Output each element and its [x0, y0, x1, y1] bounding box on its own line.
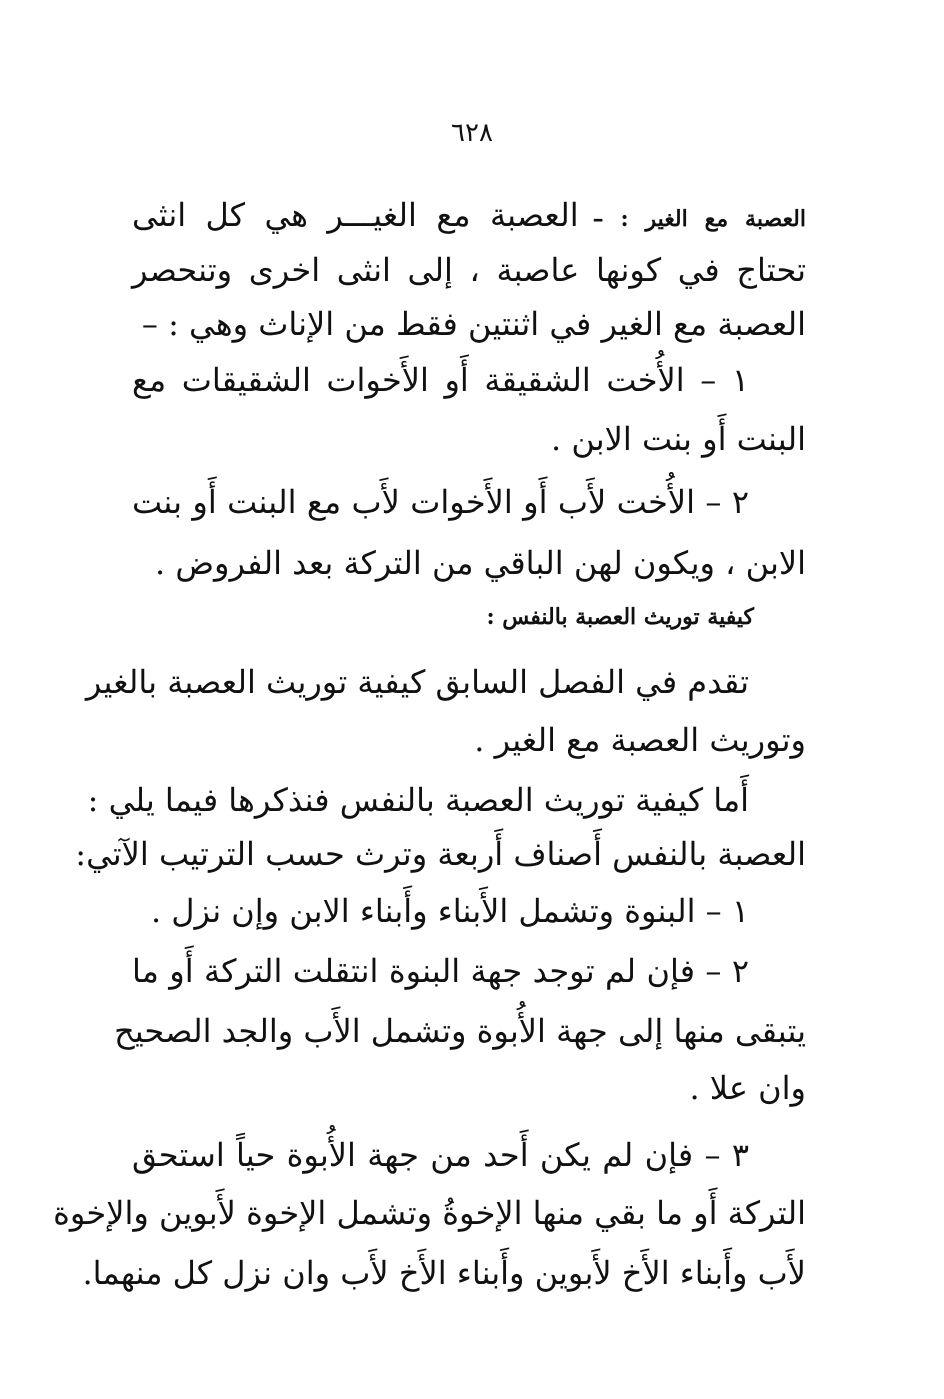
section2-list3-line2: التركة أَو ما بقي منها الإخوةُ وتشمل الإخوة لأَبوين والإخوة	[53, 1194, 806, 1232]
section1-item1-line1: ١ – الأُخت الشقيقة أَو الأَخوات الشقيقات مع	[132, 361, 749, 399]
section1-item2-line1: ٢ – الأُخت لأَب أَو الأَخوات لأَب مع البنت أَو بنت	[132, 483, 750, 521]
section2-p1-line1: تقدم في الفصل السابق كيفية توريث العصبة بالغير	[85, 663, 749, 701]
section1-item2-line2: الابن ، ويكون لهن الباقي من التركة بعد الفروض .	[155, 544, 806, 582]
section2-list3-line3: لأَب وأَبناء الأَخ لأَبوين وأَبناء الأَخ لأَب وان نزل كل منهما.	[82, 1254, 806, 1292]
section2-p2-line2: العصبة بالنفس أَصناف أَربعة وترث حسب الترتيب الآتي:	[75, 835, 806, 873]
section2-list3-line1: ٣ – فإن لم يكن أَحد من جهة الأُبوة حياً استحق	[132, 1136, 749, 1174]
page-number: ٦٢٨	[451, 118, 493, 148]
section2-list2-line3: وان علا .	[689, 1069, 806, 1107]
section1-line2: تحتاج في كونها عاصبة ، إلى انثى اخرى وتنحصر	[132, 251, 806, 289]
section1-heading: العصبة مع الغير : –	[592, 206, 806, 232]
section2-p1-line2: وتوريث العصبة مع الغير .	[474, 721, 806, 759]
section2-list2-line1: ٢ – فإن لم توجد جهة البنوة انتقلت التركة أَو ما	[132, 952, 750, 990]
section1-line1-text: العصبة مع الغيـــر هي كل انثى	[132, 196, 579, 234]
section2-list2-line2: يتبقى منها إلى جهة الأُبوة وتشمل الأَب والجد الصحيح	[114, 1012, 806, 1050]
section2-heading: كيفية توريث العصبة بالنفس :	[486, 604, 754, 630]
section2-list1: ١ – البنوة وتشمل الأَبناء وأَبناء الابن وإن نزل .	[150, 892, 749, 930]
section1-line1	[132, 188, 806, 246]
section2-p2-line1: أَما كيفية توريث العصبة بالنفس فنذكرها فيما يلي :	[87, 781, 749, 819]
section1-item1-line2: البنت أَو بنت الابن .	[551, 420, 806, 458]
section1-line3: العصبة مع الغير في اثنتين فقط من الإناث وهي : –	[141, 305, 806, 343]
